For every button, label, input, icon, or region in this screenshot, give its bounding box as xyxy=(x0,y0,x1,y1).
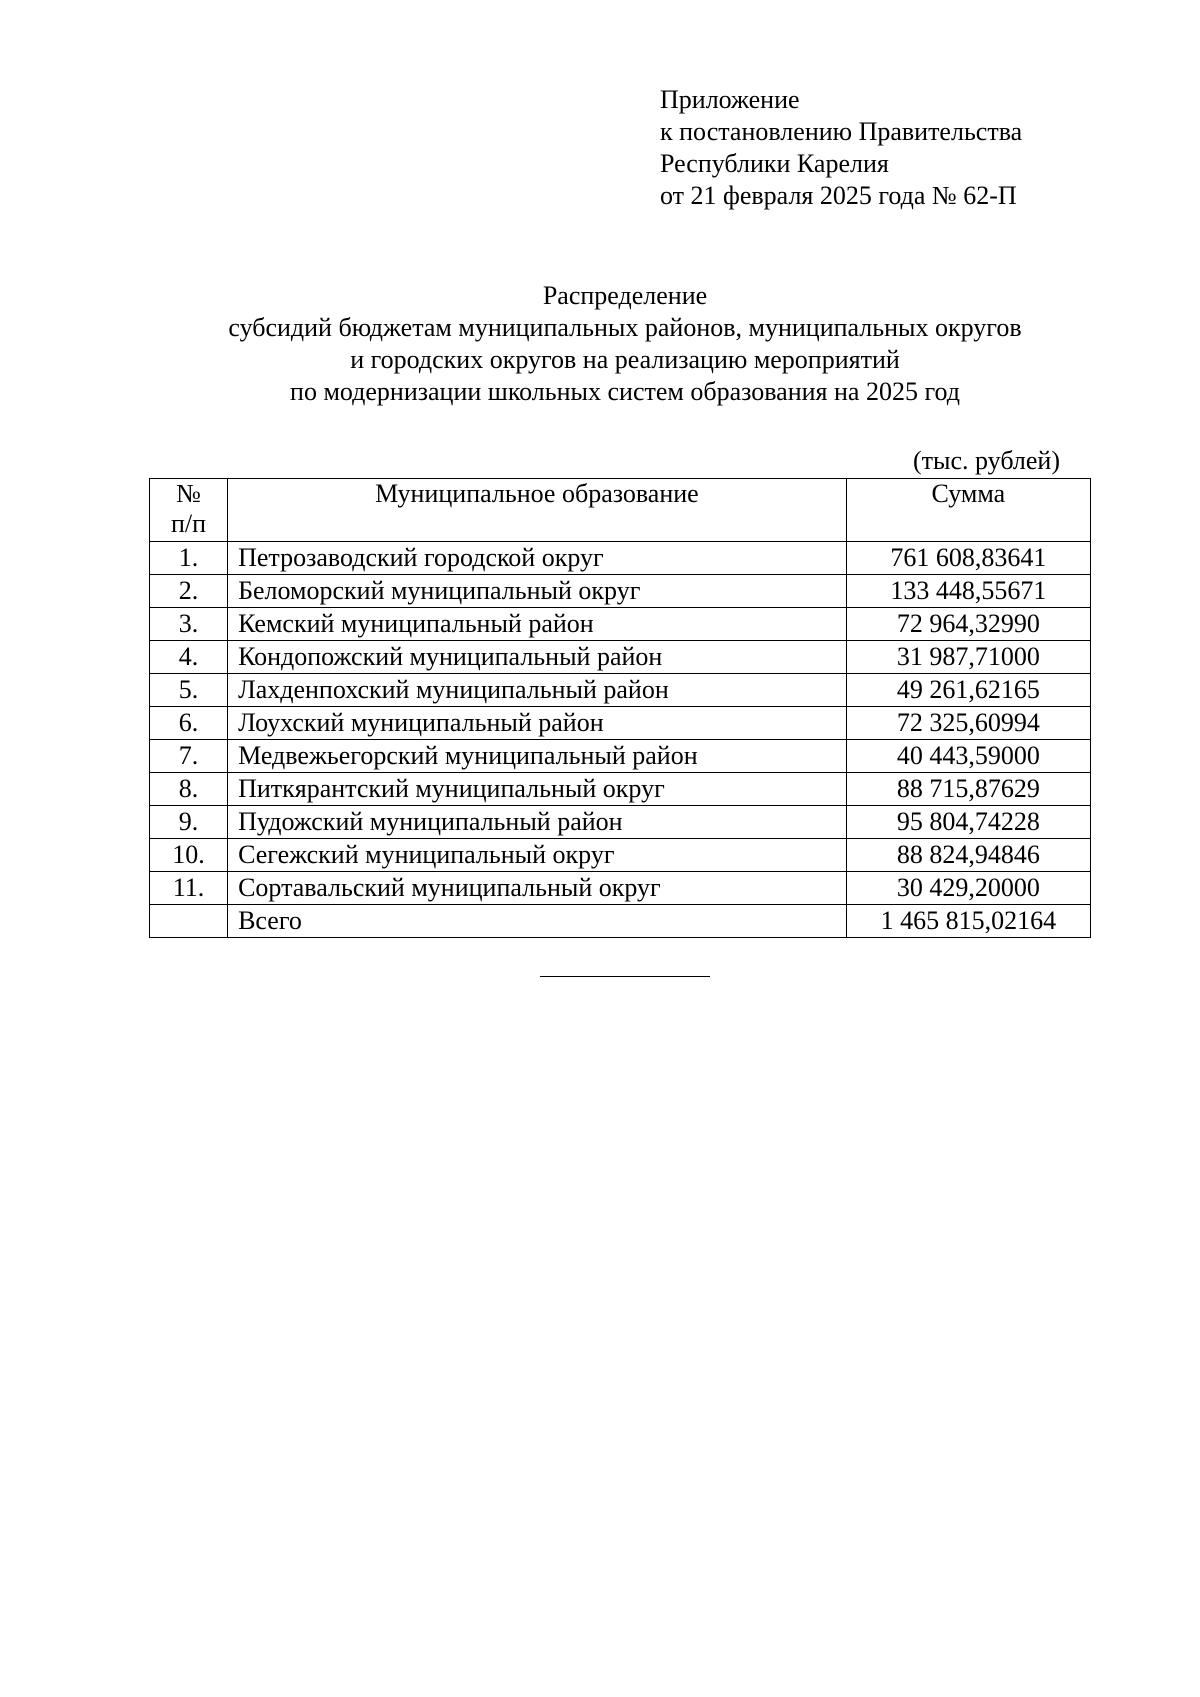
table-total-row xyxy=(150,905,1091,938)
units-note: (тыс. рублей) xyxy=(912,446,1060,475)
title-line-2: субсидий бюджетам муниципальных районов, муниципальных округов xyxy=(228,313,1022,342)
row-sum: 30 429,20000 xyxy=(846,872,1090,905)
document-title xyxy=(0,280,1200,408)
row-municipality: Пудожский муниципальный район xyxy=(228,806,847,839)
row-municipality: Сортавальский муниципальный округ xyxy=(228,872,847,905)
header-number-symbol: № xyxy=(176,479,201,508)
header-number-abbr: п/п xyxy=(171,509,207,538)
closing-rule-divider xyxy=(540,976,710,977)
row-municipality: Лоухский муниципальный район xyxy=(228,707,847,740)
appendix-line-1: Приложение xyxy=(660,85,800,114)
title-line-1: Распределение xyxy=(542,281,708,310)
row-sum: 40 443,59000 xyxy=(846,740,1090,773)
table-row xyxy=(150,872,1091,905)
distribution-table xyxy=(149,478,1091,938)
row-number: 3. xyxy=(150,608,228,641)
total-label: Всего xyxy=(228,905,847,938)
row-sum: 72 325,60994 xyxy=(846,707,1090,740)
row-number: 6. xyxy=(150,707,228,740)
table-header-row xyxy=(150,479,1091,542)
row-municipality: Сегежский муниципальный округ xyxy=(228,839,847,872)
row-municipality: Беломорский муниципальный округ xyxy=(228,575,847,608)
row-municipality: Питкярантский муниципальный округ xyxy=(228,773,847,806)
header-sum: Сумма xyxy=(846,479,1090,542)
row-sum: 133 448,55671 xyxy=(846,575,1090,608)
table-row xyxy=(150,740,1091,773)
header-municipality: Муниципальное образование xyxy=(228,479,847,542)
row-sum: 49 261,62165 xyxy=(846,674,1090,707)
table-row xyxy=(150,608,1091,641)
header-number xyxy=(150,479,228,542)
row-number: 11. xyxy=(150,872,228,905)
row-number: 5. xyxy=(150,674,228,707)
row-sum: 88 824,94846 xyxy=(846,839,1090,872)
table-row xyxy=(150,707,1091,740)
table-row xyxy=(150,641,1091,674)
row-sum: 31 987,71000 xyxy=(846,641,1090,674)
table-row xyxy=(150,575,1091,608)
row-number: 9. xyxy=(150,806,228,839)
row-municipality: Кондопожский муниципальный район xyxy=(228,641,847,674)
table-row xyxy=(150,773,1091,806)
total-number xyxy=(150,905,228,938)
row-number: 2. xyxy=(150,575,228,608)
row-number: 1. xyxy=(150,542,228,575)
row-number: 8. xyxy=(150,773,228,806)
appendix-line-4: от 21 февраля 2025 года № 62-П xyxy=(660,181,1017,210)
total-sum: 1 465 815,02164 xyxy=(846,905,1090,938)
row-number: 4. xyxy=(150,641,228,674)
table-row xyxy=(150,674,1091,707)
row-municipality: Медвежьегорский муниципальный район xyxy=(228,740,847,773)
row-sum: 761 608,83641 xyxy=(846,542,1090,575)
title-line-4: по модернизации школьных систем образования на 2025 год xyxy=(290,377,960,406)
row-number: 10. xyxy=(150,839,228,872)
appendix-line-3: Республики Карелия xyxy=(660,149,889,178)
title-line-3: и городских округов на реализацию мероприятий xyxy=(350,345,900,374)
row-municipality: Кемский муниципальный район xyxy=(228,608,847,641)
row-sum: 88 715,87629 xyxy=(846,773,1090,806)
row-sum: 72 964,32990 xyxy=(846,608,1090,641)
table-row xyxy=(150,542,1091,575)
appendix-block xyxy=(660,84,1022,212)
table-row xyxy=(150,806,1091,839)
row-municipality: Лахденпохский муниципальный район xyxy=(228,674,847,707)
appendix-line-2: к постановлению Правительства xyxy=(660,117,1023,146)
table-row xyxy=(150,839,1091,872)
row-sum: 95 804,74228 xyxy=(846,806,1090,839)
row-municipality: Петрозаводский городской округ xyxy=(228,542,847,575)
row-number: 7. xyxy=(150,740,228,773)
